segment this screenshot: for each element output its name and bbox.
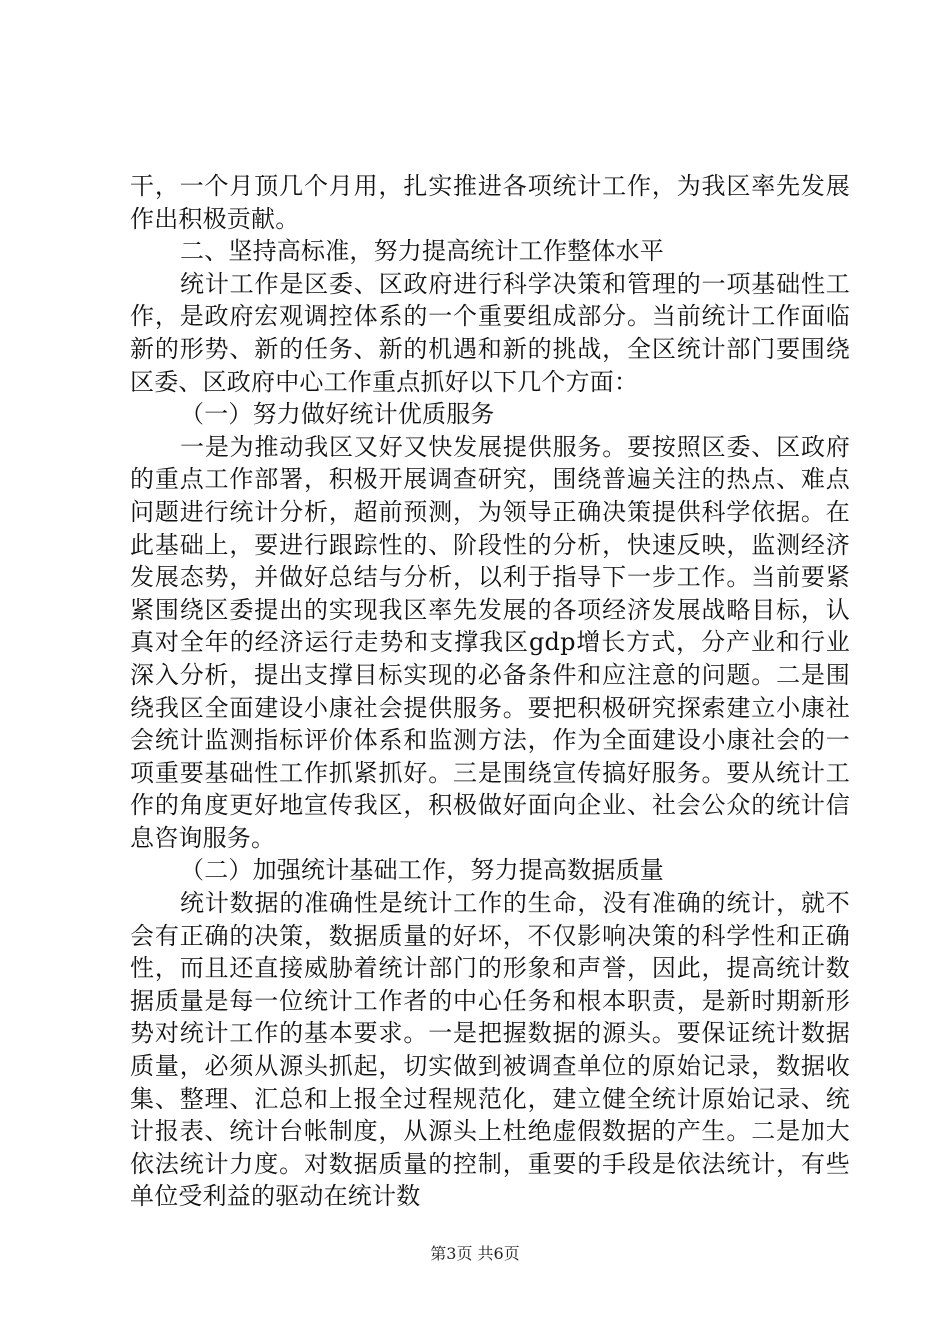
document-body (130, 170, 850, 1213)
subsection-heading-1: （一）努力做好统计优质服务 (180, 400, 495, 429)
paragraph-data-quality: 统计数据的准确性是统计工作的生命，没有准确的统计，就不会有正确的决策，数据质量的好坏，不仅影响决策的科学性和正确性，而且还直接威胁着统计部门的形象和声誉，因此，提高统计数据质量是每一位统计工作者的中心任务和根本职责，是新时期新形势对统计工作的基本要求。一是把握数据的源头。要保证统计数据质量，必须从源头抓起，切实做到被调查单位的原始记录，数据收集、整理、汇总和上报全过程规范化，建立健全统计原始记录、统计报表、统计台帐制度，从源头上杜绝虚假数据的产生。二是加大依法统计力度。对数据质量的控制，重要的手段是依法统计，有些单位受利益的驱动在统计数 (130, 889, 850, 1211)
subsection-heading-2: （二）加强统计基础工作，努力提高数据质量 (180, 856, 664, 885)
paragraph-continuation: 干，一个月顶几个月用，扎实推进各项统计工作，为我区率先发展作出积极贡献。 (130, 172, 850, 233)
page-number-footer: 第3页 共6页 (430, 1244, 520, 1263)
paragraph-intro: 统计工作是区委、区政府进行科学决策和管理的一项基础性工作，是政府宏观调控体系的一个重要组成部分。当前统计工作面临新的形势、新的任务、新的机遇和新的挑战，全区统计部门要围绕区委、区政府中心工作重点抓好以下几个方面： (130, 269, 850, 396)
section-heading: 二、坚持高标准，努力提高统计工作整体水平 (180, 237, 664, 266)
paragraph-service: 一是为推动我区又好又快发展提供服务。要按照区委、区政府的重点工作部署，积极开展调查研究，围绕普遍关注的热点、难点问题进行统计分析，超前预测，为领导正确决策提供科学依据。在此基础上，要进行跟踪性的、阶段性的分析，快速反映，监测经济发展态势，并做好总结与分析，以利于指导下一步工作。当前要紧紧围绕区委提出的实现我区率先发展的各项经济发展战略目标，认真对全年的经济运行走势和支撑我区gdp增长方式，分产业和行业深入分析，提出支撑目标实现的必备条件和应注意的问题。二是围绕我区全面建设小康社会提供服务。要把积极研究探索建立小康社会统计监测指标评价体系和监测方法，作为全面建设小康社会的一项重要基础性工作抓紧抓好。三是围绕宣传搞好服务。要从统计工作的角度更好地宣传我区，积极做好面向企业、社会公众的统计信息咨询服务。 (130, 432, 850, 852)
